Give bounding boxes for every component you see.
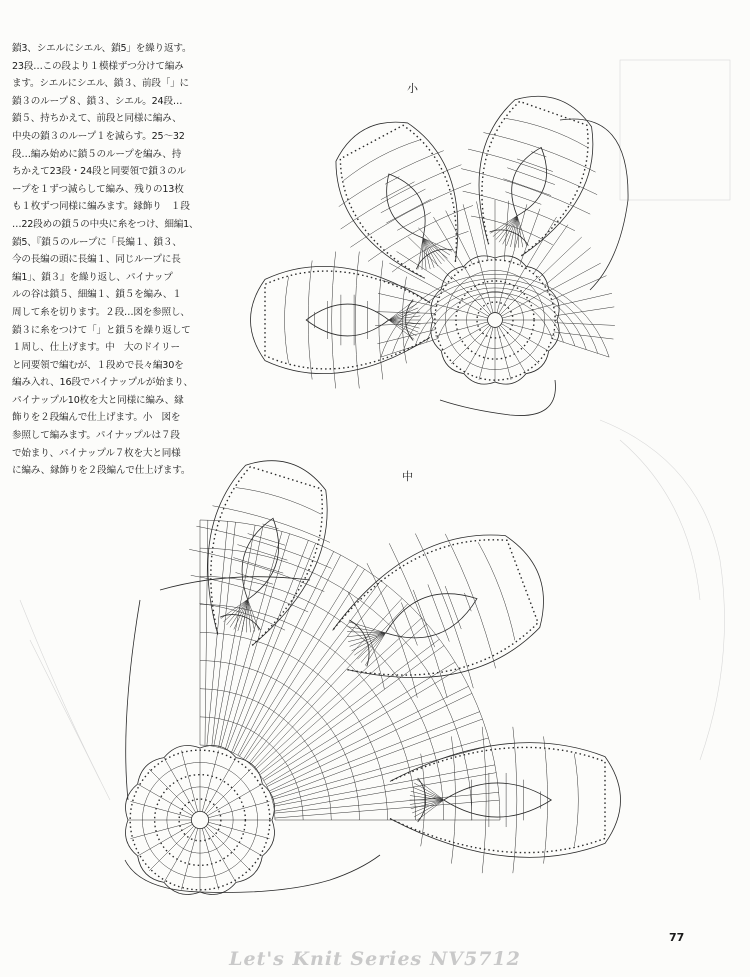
instruction-line: 周して糸を切ります。２段…図を参照し、 [12, 306, 190, 318]
instruction-line: 鎖３のループ８、鎖３、シエル。24段… [12, 95, 183, 107]
instruction-line: 鎖3、シエルにシエル、鎖5」を繰り返す。 [12, 43, 192, 54]
instruction-line: 23段…この段より１模様ずつ分けて編み [12, 60, 184, 72]
instruction-line: …22段めの鎖５の中央に糸をつけ、細編1、 [12, 218, 199, 230]
instruction-line: ちかえて23段・24段と同要領で鎖３のル [12, 166, 186, 178]
instruction-line: パイナップル10枚を大と同様に編み、縁 [12, 394, 184, 406]
instruction-line: ープを１ずつ減らして編み、残りの13枚 [12, 183, 184, 195]
instruction-line: も１枚ずつ同様に編みます。縁飾り １段 [12, 201, 190, 213]
small-diagram-label: 小 [407, 82, 418, 95]
instruction-line: 鎖５、持ちかえて、前段と同様に編み、 [12, 113, 182, 125]
instruction-line: ルの谷は鎖５、細編１、鎖５を編み、１ [12, 289, 182, 301]
instruction-line: １周し、仕上げます。中 大のドイリー [12, 342, 180, 354]
instruction-line: ます。シエルにシエル、鎖３、前段「」に [12, 78, 189, 90]
instruction-line: で始まり、パイナップル７枚を大と同様 [12, 447, 181, 459]
instruction-line: 飾りを２段編んで仕上げます。小 図を [12, 412, 181, 424]
medium-doily-diagram [125, 461, 621, 895]
bleed-through-pattern [20, 60, 730, 800]
instruction-line: と同要領で編むが、１段めで長々編30を [12, 359, 184, 371]
instruction-line: 中央の鎖３のループ１を減らす。25～32 [12, 130, 185, 142]
instruction-line: 参照して編みます。パイナップルは７段 [12, 430, 180, 442]
instruction-line: 編1」、鎖３』を繰り返し、パイナップ [12, 271, 173, 283]
instruction-line: 鎖３に糸をつけて「」と鎖５を繰り返して [12, 324, 191, 336]
series-footer: Let's Knit Series NV5712 [229, 948, 521, 970]
small-doily-diagram [251, 96, 629, 415]
instruction-line: 今の長編の頭に長編１、同じループに長 [12, 254, 181, 266]
instruction-line: に編み、縁飾りを２段編んで仕上げます。 [12, 465, 191, 477]
instruction-line: 鎖5、『鎖５のループに「長編１、鎖３、 [12, 236, 182, 248]
medium-diagram-label: 中 [402, 470, 413, 483]
instruction-line: 編み入れ、16段でパイナップルが始まり、 [12, 377, 193, 389]
instruction-line: 段…編み始めに鎖５のループを編み、持 [12, 148, 182, 160]
page-number: 77 [669, 931, 685, 944]
